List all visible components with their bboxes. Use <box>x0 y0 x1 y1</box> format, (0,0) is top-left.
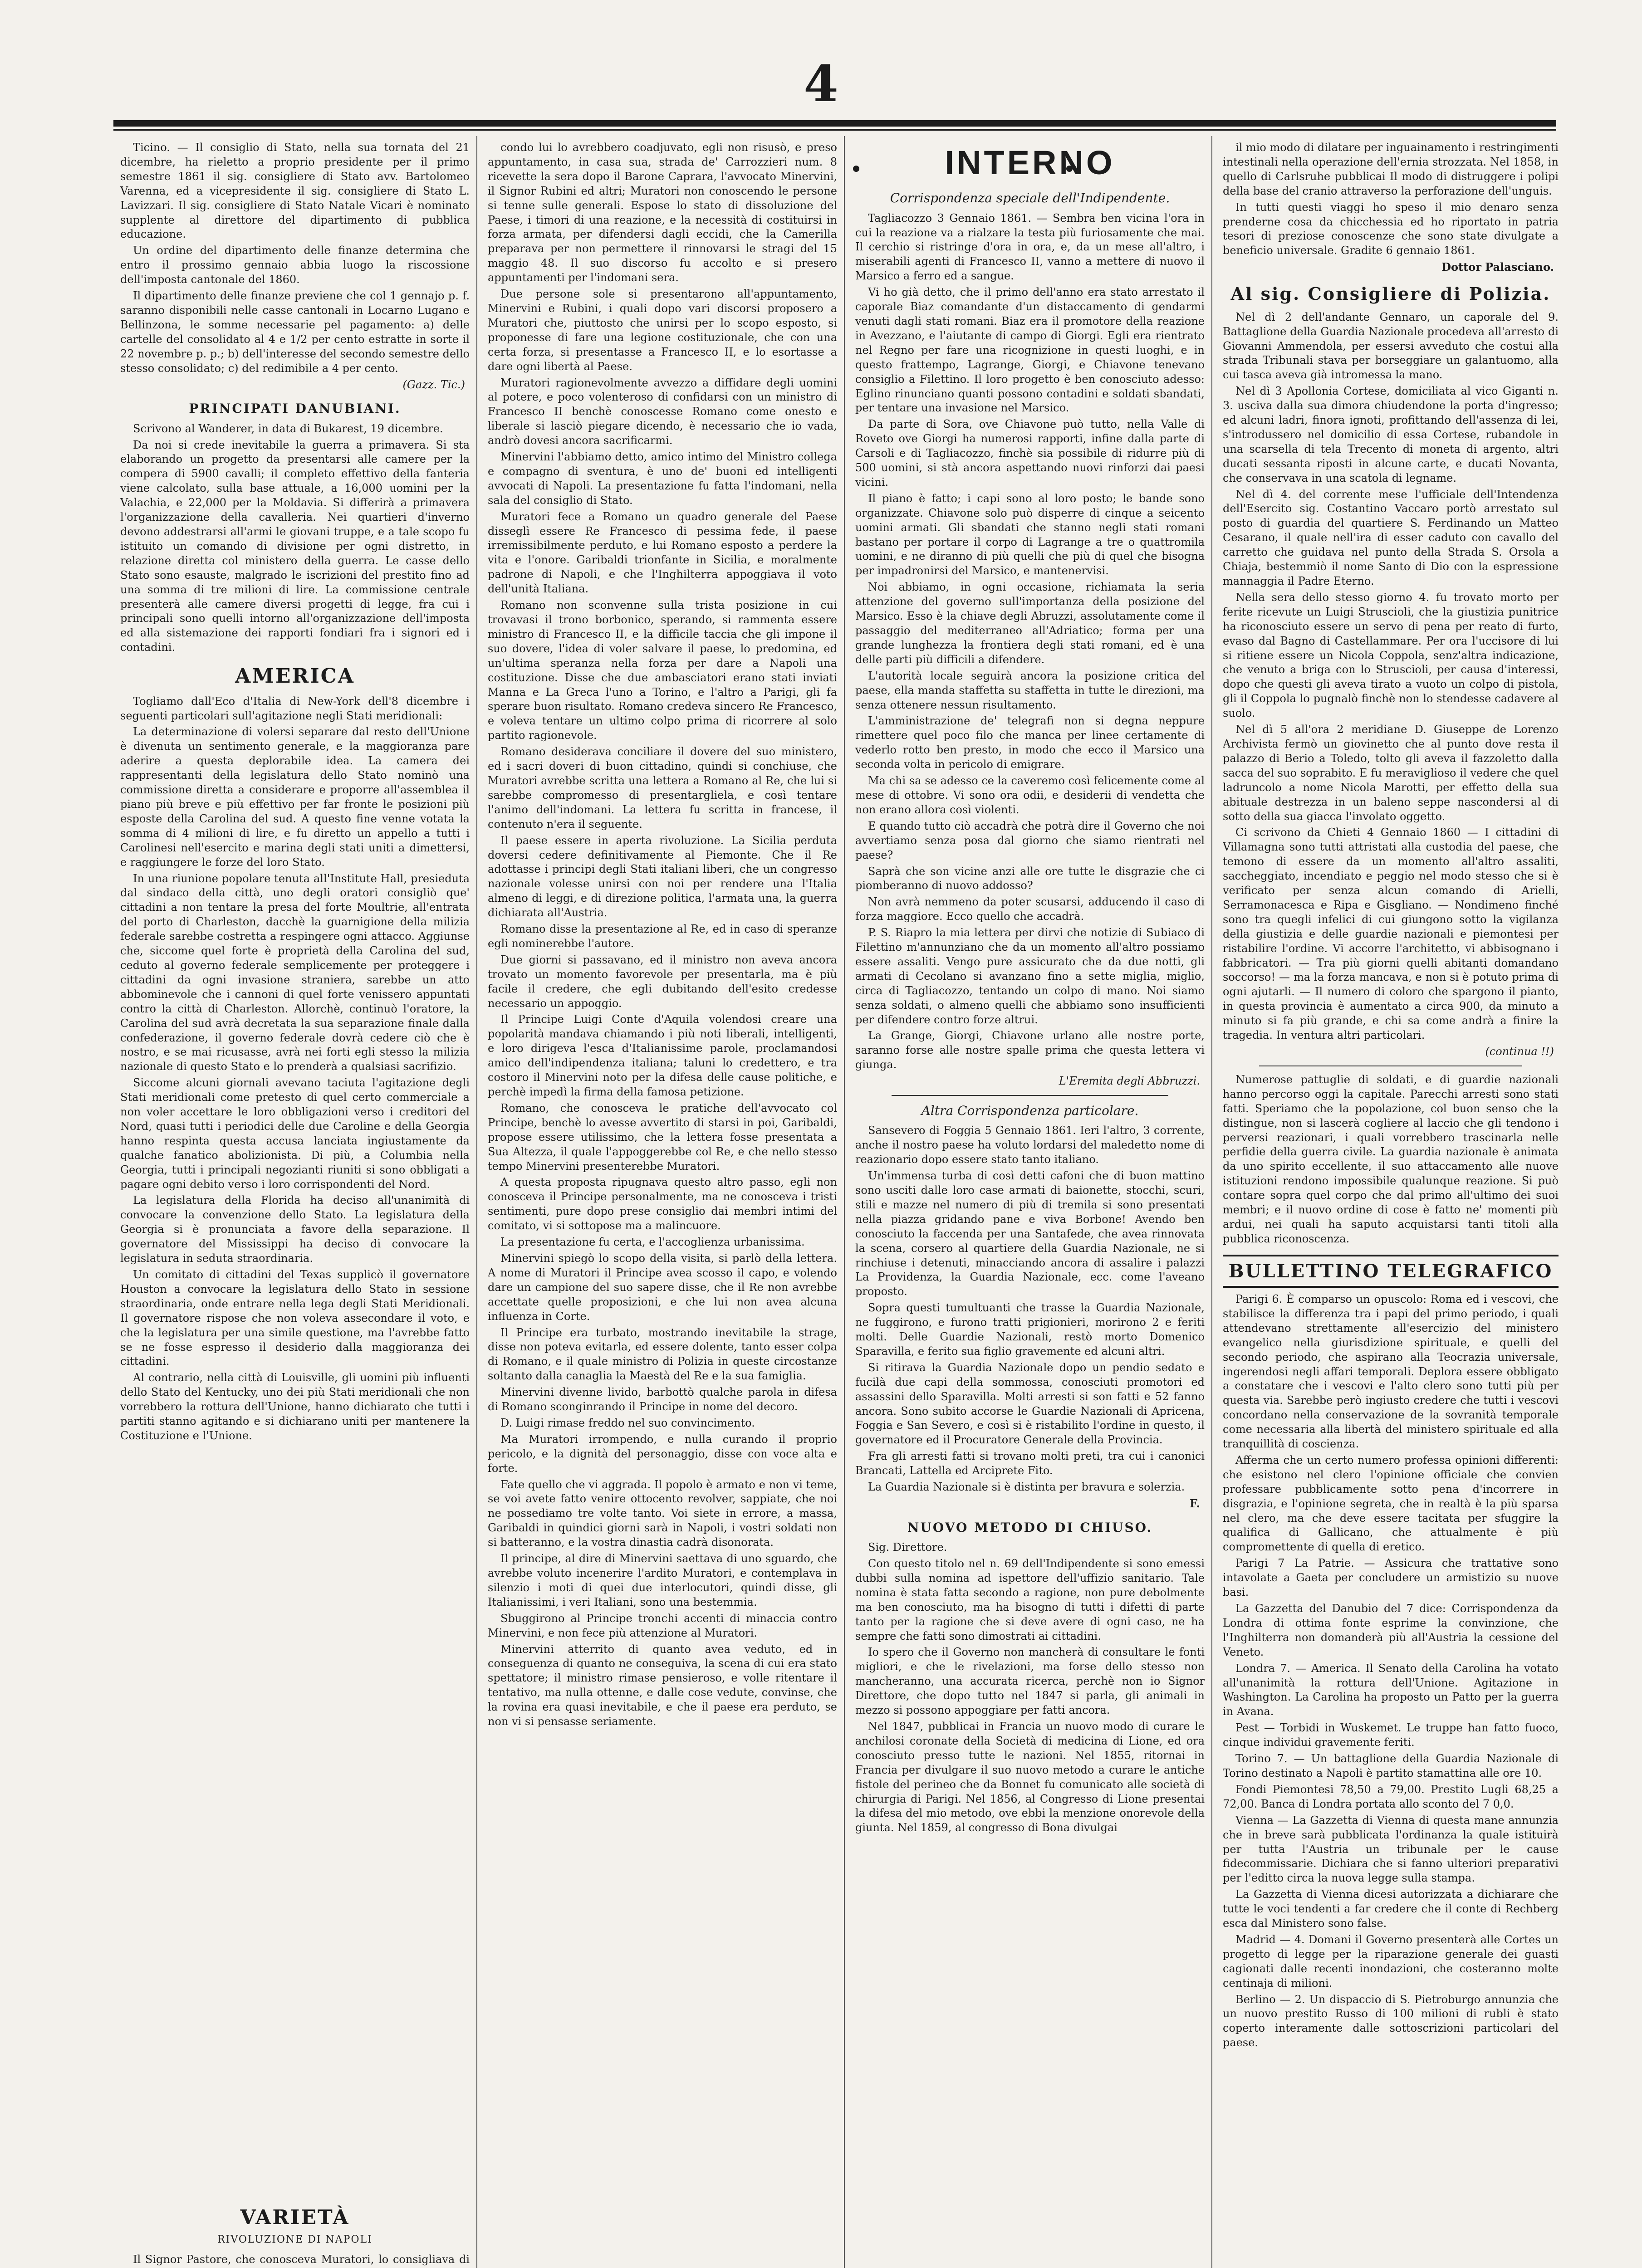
article-paragraph: Togliamo dall'Eco d'Italia di New-York dell'8 dicembre i seguenti particolari sull'agitazione negli Stati meridionali: <box>120 694 470 722</box>
section-subheading: Altra Corrispondenza particolare. <box>921 1103 1139 1119</box>
section-heading-polizia: Al sig. Consigliere di Polizia. <box>1230 284 1551 304</box>
section-subheading: RIVOLUZIONE DI NAPOLI <box>217 2234 373 2245</box>
article-paragraph: Ticino. — Il consiglio di Stato, nella sua tornata del 21 dicembre, ha rieletto a proprio presidente per il primo semestre 1861 il sig. consigliere di Stato avv. Bartolomeo Varenna, ed a vicepresidente il sig. consigliere di Stato L. Lavizzari. Il sig. consigliere di Stato Natale Vicari è nominato supplente al direttore del dipartimento di pubblica educazione. <box>120 141 470 241</box>
article-paragraph: Saprà che son vicine anzi alle ore tutte le disgrazie che ci piomberanno di nuovo addosso? <box>855 865 1205 892</box>
article-paragraph: In tutti questi viaggi ho speso il mio denaro senza prenderne cosa da chicchessia ed ho riportato in patria tesori di preziose conoscenze che sono state divulgate a beneficio universale. Gradite 6 gennaio 1861. <box>1223 200 1559 257</box>
article-paragraph: Romano desiderava conciliare il dovere del suo ministero, ed i sacri doveri di buon cittadino, quindi si conchiuse, che Muratori avrebbe scritta una lettera a Romano al Re, che lui si sarebbe compromesso di presentargliela, e così tentare l'animo dell'indomani. La lettera fu scritta in francese, il contenuto n'era il seguente. <box>488 745 837 831</box>
article-paragraph: La determinazione di volersi separare dal resto dell'Unione è divenuta un sentimento generale, e la maggioranza pare aderire a questa deplorabile idea. La camera dei rappresentanti della legislatura dello Stato nominò una commissione diretta a considerare e proporre all'assemblea il piano più breve e più effettivo per far fronte le posizioni più esposte della Carolina del sud. A questo fine venne votata la somma di 4 milioni di lire, e fu diretto un appello a tutti i Carolinesi nell'esercito e marina degli stati uniti a dimettersi, e raggiungere le forze del loro Stato. <box>120 725 470 869</box>
article-paragraph: Londra 7. — America. Il Senato della Carolina ha votato all'unanimità la rottura dell'Unione. Agitazione in Washington. La Carolina ha proposto un Patto per la guerra in Avana. <box>1223 1662 1559 1718</box>
article-paragraph: Ci scrivono da Chieti 4 Gennaio 1860 — I cittadini di Villamagna sono tutti attristati alla custodia del paese, che temono di essere da un momento all'altro assaliti, saccheggiato, incendiato e peggio nel modo stesso che si è verificato per senza alcun comando di Arielli, Serramonacesca e Ripa e Gisgliano. — Nondimeno finché sono tra quegli infelici di cui giungono sotto la vigilanza della giustizia e delle guardie nazionali e piemontesi per ristabilire l'ordine. Vi accorre l'architetto, vi abbisognano i fabbricatori. — Tra più giorni quelli abitanti domandano soccorso! — ma la forza mancava, e non si è potuto prima di ogni ajutarli. — Il numero di coloro che spargono il pianto, in questa provincia è aumentato a circa 900, da minuto a minuto si fa più grande, e chi sa come andrà a finire la tragedia. In ventura altri particolari. <box>1223 826 1559 1042</box>
article-paragraph: La Guardia Nazionale si è distinta per bravura e solerzia. <box>868 1481 1185 1494</box>
article-paragraph: Romano non sconvenne sulla trista posizione in cui trovavasi il trono borbonico, sperando, si rammenta essere ministro di Francesco II, e la difficile taccia che gli impone il suo dovere, l'idea di voler salvare il paese, lo predomina, ed un'ultima speranza nella forza per dare a Napoli una costituzione. Disse che due ambasciatori erano stati inviati Manna e La Greca l'uno a Torino, e l'altro a Parigi, gli fa sperare buon risultato. Romano credeva sincero Re Francesco, e voleva tentare un ultimo colpo prima di ricorrere al solo partito ragionevole. <box>488 599 837 742</box>
article-paragraph: Minervini divenne livido, barbottò qualche parola in difesa di Romano sconginrando il Principe in nome del decoro. <box>488 1386 837 1413</box>
section-subheading: Corrispondenza speciale dell'Indipendente. <box>890 191 1170 206</box>
article-paragraph: Il dipartimento delle finanze previene che col 1 gennajo p. f. saranno disponibili nelle casse cantonali in Locarno Lugano e Bellinzona, le somme necessarie pel pagamento: a) delle cartelle del consolidato al 4 e 1/2 per cento estratte in sorte il 22 novembre p. p.; b) dell'interesse del secondo semestre dello stesso consolidato; c) del redimibile a 4 per cento. <box>120 289 470 375</box>
article-paragraph: Ma chi sa se adesso ce la caveremo così felicemente come al mese di ottobre. Vi sono ora odii, e desiderii di vendetta che non erano allora così violenti. <box>855 774 1205 816</box>
article-paragraph: Il Principe era turbato, mostrando inevitabile la strage, disse non poteva evitarla, ed essere dolente, tanto esser colpa di Romano, e il quale ministro di Polizia in queste circostanze soltanto dalla canaglia la Maestà del Re e la sua famiglia. <box>488 1326 837 1383</box>
article-paragraph: La presentazione fu certa, e l'accoglienza urbanissima. <box>500 1236 805 1249</box>
article-paragraph: Parigi 6. È comparso un opuscolo: Roma ed i vescovi, che stabilisce la differenza tra i papi del primo periodo, i quali attendevano strettamente all'esercizio del ministero evangelico nella giurisdizione spirituale, e quelli del secondo periodo, che aspirano alla Teocrazia universale, ingerendosi negli affari temporali. Deplora essere obbligato a constatare che i vescovi e l'alto clero sono tutti più per questa via. Sarebbe però ingiusto credere che tutti i vescovi concordano nella conservazione de la sovranità temporale come necessaria alla libertà del ministero spirituale ed alla tranquillità di coscienza. <box>1223 1292 1559 1451</box>
column-divider <box>476 136 477 2268</box>
article-paragraph: Il Principe Luigi Conte d'Aquila volendosi creare una popolarità mandava chiamando i più noti liberali, intelligenti, e loro dirigeva l'esca d'Italianissime parole, proclamandosi amico dell'indipendenza italiana; taluni lo credettero, e tra costoro il Minervini noto per la difesa delle cause politiche, e perchè impedì la firma della famosa petizione. <box>488 1013 837 1098</box>
varieta-block <box>120 2204 470 2268</box>
article-paragraph: Due giorni si passavano, ed il ministro non aveva ancora trovato un momento favorevole per presentarla, ma è più facile il credere, che egli dubitando dell'esito credesse necessario un appoggio. <box>488 953 837 1010</box>
article-paragraph: Berlino — 2. Un dispaccio di S. Pietroburgo annunzia che un nuovo prestito Russo di 100 milioni di rubli è stato coperto interamente dalle sottoscrizioni particolari del paese. <box>1223 1993 1559 2049</box>
article-paragraph: Madrid — 4. Domani il Governo presenterà alle Cortes un progetto di legge per la riparazione generale dei guasti cagionati dalle recenti inondazioni, che costeranno molte centinaja di milioni. <box>1223 1933 1559 1989</box>
article-paragraph: Io spero che il Governo non mancherà di consultare le fonti migliori, e che le rivelazioni, ma forse dello stesso non mancheranno, una accurata ricerca, perchè non io Signor Direttore, che dopo tutto nel 1847 si parla, gli animali in mezzo si possono appoggiare per fatti ancora. <box>855 1646 1205 1717</box>
article-paragraph: La Grange, Giorgi, Chiavone urlano alle nostre porte, saranno forse alle nostre spalle prima che questa lettera vi giunga. <box>855 1029 1205 1071</box>
article-paragraph: Un ordine del dipartimento delle finanze determina che entro il prossimo gennaio abbia luogo la riscossione dell'imposta cantonale del 1860. <box>120 244 470 286</box>
article-paragraph: Il piano è fatto; i capi sono al loro posto; le bande sono organizzate. Chiavone solo può disperre di cinque a seicento uomini armati. Gli sbandati che stanno negli stati romani bastano per portare il corpo di Lagrange a tre o quattromila uomini, e ne diranno di più quelli che più di quel che bisogna per impadronirsi del Marsico, e mantenervisi. <box>855 492 1205 577</box>
author-signature: L'Eremita degli Abbruzzi. <box>1059 1075 1200 1088</box>
author-signature: F. <box>1190 1497 1200 1510</box>
article-paragraph: Torino 7. — Un battaglione della Guardia Nazionale di Torino destinato a Napoli è partito stamattina alle ore 10. <box>1223 1752 1559 1779</box>
section-divider <box>892 1095 1168 1096</box>
article-paragraph: Sopra questi tumultuanti che trasse la Guardia Nazionale, ne fuggirono, e furono tratti prigionieri, morirono 2 e feriti molti. Delle Guardie Nazionali, restò morto Domenico Sparavilla, e ferito sua figlio gravemente ed alcuni altri. <box>855 1301 1205 1358</box>
section-heading-interno: INTERNO <box>945 144 1115 181</box>
article-paragraph: il mio modo di dilatare per inguainamento i restringimenti intestinali nella operazione dell'ernia strozzata. Nel 1858, in quello di Carlsruhe pubblicai Il modo di distruggere i polipi della base del cranio attraverso la perforazione dell'unguis. <box>1223 141 1559 197</box>
article-paragraph: Siccome alcuni giornali avevano taciuta l'agitazione degli Stati meridionali come pretesto di quel certo commerciale a non voler accettare le loro obbligazioni verso i creditori del Nord, quasi tutti i periodici delle due Caroline e della Georgia hanno respinta questa accusa lanciata ingiustamente da qualche fanatico abolizionista. Di più, a Columbia nella Georgia, tutti i principali negozianti riuniti si sono obbligati a pagare ogni debito verso i loro corrispondenti del Nord. <box>120 1076 470 1191</box>
section-heading-bullettino: BULLETTINO TELEGRAFICO <box>1223 1255 1559 1288</box>
column-2 <box>488 141 837 2268</box>
article-paragraph: Il paese essere in aperta rivoluzione. La Sicilia perduta doversi cedere definitivamente al Piemonte. Che il Re adottasse i principi degli Stati italiani liberi, che un congresso nazionale volesse unirsi con noi per rendere una l'Italia almeno di leggi, e di direzione politica, l'armata una, la guerra dichiarata all'Austria. <box>488 834 837 919</box>
article-paragraph: A questa proposta ripugnava questo altro passo, egli non conosceva il Principe personalmente, ma ne conosceva i tristi sentimenti, pure dopo prese consiglio dai membri intimi del comitato, vi si sottopose ma a malincuore. <box>488 1176 837 1232</box>
article-paragraph: Romano disse la presentazione al Re, ed in caso di speranze egli nominerebbe l'autore. <box>488 923 837 950</box>
column-divider <box>1211 136 1212 2268</box>
article-paragraph: Nel dì 3 Apollonia Cortese, domiciliata al vico Giganti n. 3. usciva dalla sua dimora chiudendone la porta d'ingresso; ed alcuni ladri, finora ignoti, profittando dell'assenza di lei, s'introdussero nel domicilio di essa Cortese, rubandole in una scarsella di tela Trecento di moneta di argento, altri ducati sessanta riposti in alcune carte, e ducati Novanta, che conservava in una scatola di legname. <box>1223 385 1559 484</box>
article-paragraph: Da noi si crede inevitabile la guerra a primavera. Si sta elaborando un progetto da presentarsi alle camere per la compera di 5900 cavalli; il completo effettivo della fanteria viene calcolato, sulla base attuale, a 16,000 uomini per la Valachia, e 22,000 per la Moldavia. Si differirà a primavera l'organizzazione della cavalleria. Nei quartieri d'inverno devono addestrarsi all'armi le giovani truppe, e a tale scopo fu istituito un comando di divisione per ogni distretto, in relazione diretta col ministero della guerra. Le casse dello Stato sono esauste, malgrado le iscrizioni del prestito fino ad una somma di tre milioni di lire. La commissione centrale presenterà alle camere diversi progetti di legge, fra cui i principali sono quelli intorno all'organizzazione dell'imposta ed alla sistemazione dei rapporti fondiari fra i signori ed i contadini. <box>120 438 470 654</box>
article-paragraph: Pest — Torbidi in Wuskemet. Le truppe han fatto fuoco, cinque individui gravemente feriti. <box>1223 1721 1559 1749</box>
article-paragraph: La Gazzetta di Vienna dicesi autorizzata a dichiarare che tutte le voci tendenti a far credere che il conte di Rechberg esca dal Ministero sono false. <box>1223 1888 1559 1930</box>
article-paragraph: Afferma che un certo numero professa opinioni differenti: che esistono nel clero l'opinione officiale che convien professare pubblicamente sotto pena d'incorrere in disgrazia, e l'opinione segreta, che in realtà è la più sparsa nel clero, ma che deve essere tacitata per sfuggire la qualifica di Gallicano, che attualmente è più compromettente di quella di eretico. <box>1223 1453 1559 1554</box>
column-3 <box>855 141 1205 2268</box>
article-paragraph: Nella sera dello stesso giorno 4. fu trovato morto per ferite ricevute un Luigi Struscioli, che la giustizia punitrice ha riconosciuto essere un servo di pena per reato di furto, evaso dal Bagno di Castellammare. Per ora l'uccisore di lui si ritiene essere un Nicola Coppola, senz'altra indicazione, che venuto a briga con lo Struscioli, per causa d'interessi, dopo che questi gli aveva tirato a vuoto un colpo di pistola, gli il Coppola lo pugnalò finchè non lo stendesse cadavere al suolo. <box>1223 591 1559 720</box>
source-signature: (Gazz. Tic.) <box>402 378 465 391</box>
article-paragraph: Scrivono al Wanderer, in data di Bukarest, 19 dicembre. <box>133 422 443 435</box>
article-paragraph: Vienna — La Gazzetta di Vienna di questa mane annunzia che in breve sarà pubblicata l'ordinanza la quale istituirà per tutta l'Austria un tribunale per le cause fidecommissarie. Dichiara che si fanno ulteriori preparativi per l'editto circa la nuova legge sulla stampa. <box>1223 1813 1559 1885</box>
article-paragraph: Nel dì 2 dell'andante Gennaro, un caporale del 9. Battaglione della Guardia Nazionale procedeva all'arresto di Giovanni Ammendola, per essersi avveduto che costui alla strada Tribunali stava per borseggiare un galantuomo, alla cui tasca aveva già intromessa la mano. <box>1223 310 1559 381</box>
article-paragraph: Vi ho già detto, che il primo dell'anno era stato arrestato il caporale Biaz comandante d'un distaccamento di gendarmi venuti dagli stati romani. Biaz era il promotore della reazione in Avezzano, e l'aiutante di campo di Giorgi. Egli era rientrato nel Regno per fare una ricognizione in questi luoghi, e in questo frattempo, Lagrange, Giorgi, e Chiavone tenevano consiglio a Filettino. Il loro progetto è ben conosciuto adesso: Eglino rinunciano quanti possono contadini e soldati sbandati, per tentare una invasione nel Marsico. <box>855 286 1205 415</box>
article-paragraph: Ma Muratori irrompendo, e nulla curando il proprio pericolo, e la dignità del personaggio, disse con voce alta e forte. <box>488 1432 837 1475</box>
article-paragraph: Tagliacozzo 3 Gennaio 1861. — Sembra ben vicina l'ora in cui la reazione va a rialzare la testa più furiosamente che mai. Il cerchio si ristringe d'ora in ora, e, da un mese all'altro, i miserabili agenti di Francesco II, vanno a mettere di nuovo il Marsico a ferro ed a sangue. <box>855 211 1205 283</box>
column-divider <box>844 136 845 2268</box>
article-paragraph: Fate quello che vi aggrada. Il popolo è armato e non vi teme, se voi avete fatto venire ottocento revolver, sappiate, che noi ne possediamo tre volte tanto. Voi siete in errore, a massa, Garibaldi in quindici giorni sarà in Napoli, i vostri soldati non si batteranno, e la vostra dinastia cadrà disonorata. <box>488 1478 837 1549</box>
article-paragraph: Con questo titolo nel n. 69 dell'Indipendente si sono emessi dubbi sulla nomina ad ispettore dell'uffizio sanitario. Tale nomina è stata fatta secondo a ragione, non pure debolmente ma ben conosciuto, ma ha bisogno di tutti i difetti di parte tanto per la ragione che si deve avere di ogni caso, ne ha sempre che fatti sono dimostrati ai cittadini. <box>855 1557 1205 1642</box>
article-paragraph: Sig. Direttore. <box>868 1541 947 1554</box>
column-4 <box>1223 141 1559 2268</box>
article-paragraph: D. Luigi rimase freddo nel suo convincimento. <box>500 1416 755 1429</box>
article-paragraph: Non avrà nemmeno da poter scusarsi, adducendo il caso di forza maggiore. Ecco quello che accadrà. <box>855 895 1205 923</box>
article-paragraph: Minervini spiegò lo scopo della visita, si parlò della lettera. A nome di Muratori il Principe avea scosso il capo, e volendo dare un campione del suo sapere disse, che il Re non avrebbe accettate quelle proposizioni, e che lui non avea alcuna influenza in Corte. <box>488 1251 837 1323</box>
article-paragraph: Sansevero di Foggia 5 Gennaio 1861. Ieri l'altro, 3 corrente, anche il nostro paese ha voluto lordarsi del maledetto nome di reazionario dopo essere stato tanto italiano. <box>855 1124 1205 1166</box>
article-paragraph: Romano, che conosceva le pratiche dell'avvocato col Principe, benchè lo avesse avvertito di starsi in poi, Garibaldi, propose essere utilissimo, che la lettera fosse presentata a Sua Altezza, il quale l'appoggerebbe col Re, e che nello stesso tempo Minervini presenterebbe Muratori. <box>488 1101 837 1173</box>
article-paragraph: Il principe, al dire di Minervini saettava di uno sguardo, che avrebbe voluto incenerire l'ardito Muratori, e contemplava in silenzio i moti di quei due interlocutori, quindi disse, gli Italianissimi, i veri Italiani, sono una bestemmia. <box>488 1552 837 1608</box>
article-paragraph: Muratori ragionevolmente avvezzo a diffidare degli uomini al potere, e poco volenteroso di confidarsi con un ministro di Francesco II benchè conoscesse Romano come onesto e liberale si lasciò piegare dicendo, è necessario che io vada, andrò dovesi ancora sacrificarmi. <box>488 376 837 447</box>
continua-note: (continua !!) <box>1485 1045 1554 1058</box>
article-paragraph: Noi abbiamo, in ogni occasione, richiamata la seria attenzione del governo sull'importanza della posizione del Marsico. Esso è la chiave degli Abruzzi, assolutamente come il passaggio del mediterraneo all'Adriatico; forma per una grande lunghezza la frontiera degli stati romani, ed è una delle parti più difficili a difendere. <box>855 581 1205 666</box>
article-paragraph: Al contrario, nella città di Louisville, gli uomini più influenti dello Stato del Kentucky, uno dei più Stati meridionali che non vorrebbero la rottura dell'Unione, hanno dichiarato che tutti i partiti stanno agitando e si dichiarano uniti per mantenere la Costituzione e l'Unione. <box>120 1371 470 1442</box>
column-1 <box>120 141 470 2268</box>
article-paragraph: Il Signor Pastore, che conosceva Muratori, lo consigliava di <box>133 2253 470 2266</box>
article-paragraph: La Gazzetta del Danubio del 7 dice: Corrispondenza da Londra di ottima fonte esprime la convinzione, che l'Inghilterra non domanderà più all'Austria la cessione del Veneto. <box>1223 1602 1559 1658</box>
article-paragraph: Nel dì 4. del corrente mese l'ufficiale dell'Intendenza dell'Esercito sig. Costantino Vaccaro portò arrestato sul posto di guardia del quartiere S. Ferdinando un Matteo Cesarano, il quale nell'ira di esser caduto con cavallo del carretto che guidava nel punto della Strada S. Orsola a Chiaja, bestemmiò il nome Santo di Dio con la espressione mannaggia il Padre Eterno. <box>1223 488 1559 587</box>
article-paragraph: Da parte di Sora, ove Chiavone può tutto, nella Valle di Roveto ove Giorgi ha numerosi rapporti, infine dalla parte di Carsoli e di Tagliacozzo, finchè sia possibile di ridurre più di 500 uomini, si stà ancora aspettando nuovi rinforzi dai paesi vicini. <box>855 418 1205 489</box>
article-paragraph: L'autorità locale seguirà ancora la posizione critica del paese, ella manda staffetta su staffetta in tutte le direzioni, ma senza ottenere nessun risultamento. <box>855 669 1205 711</box>
section-heading-varieta: VARIETÀ <box>240 2206 350 2229</box>
article-paragraph: E quando tutto ciò accadrà che potrà dire il Governo che noi avvertiamo senza posa dal giorno che siamo rientrati nel paese? <box>855 819 1205 861</box>
article-paragraph: Nel dì 5 all'ora 2 meridiane D. Giuseppe de Lorenzo Archivista fermò un giovinetto che al punto dove resta il palazzo di Berio a Toledo, tolto gli aveva il fazzoletto dalla sacca del suo soprabito. E fu meraviglioso il vedere che quel ladruncolo a nome Nicola Marotti, per effetto della sua abituale destrezza in un baleno seppe nascondersi al di sotto della sua giacca l'involato oggetto. <box>1223 723 1559 823</box>
article-paragraph: In una riunione popolare tenuta all'Institute Hall, presieduta dal sindaco della città, uno degli oratori consigliò que' cittadini a non tentare la presa del forte Moultrie, all'entrata del porto di Charleston, dacchè la guarnigione della milizia federale sarebbe costretta a respingere ogni attacco. Aggiunse che, siccome quel forte è proprietà della Carolina del sud, ceduto al governo federale semplicemente per proteggere i cittadini da ogni invasione straniera, sarebbe un atto abbominevole che i cannoni di quel forte venissero appuntati contro la città di Charleston. Allorchè, continuò l'oratore, la Carolina del sud avrà decretata la sua separazione finale dalla confederazione, il governo federale dovrà cedere ciò che è nostro, e se mai ricusasse, avrà nei forti egli stesso la milizia nazionale di questo Stato e lo prenderà a qualsiasi sacrifizio. <box>120 872 470 1073</box>
article-paragraph: condo lui lo avrebbero coadjuvato, egli non risusò, e preso appuntamento, in casa sua, strada de' Carrozzieri num. 8 ricevette la sera dopo il Barone Caprara, l'avvocato Minervini, il Signor Rubini ed altri; Muratori non conoscendo le persone si tenne sulle generali. Espose lo stato di dissoluzione del Paese, i timori di una reazione, e la necessità di costituirsi in forza armata, per difendersi dagli eccidi, che la Camerilla preparava per non permettere il rinnovarsi le stragi del 15 maggio 48. Il suo discorso fu accolto e si presero appuntamenti per l'indomani sera. <box>488 141 837 284</box>
author-signature: Dottor Palasciano. <box>1441 260 1554 274</box>
article-paragraph: L'amministrazione de' telegrafi non si degna neppure rimettere quel poco filo che manca per linee certamente di vederlo rotto ben presto, in modo che ecco il Marsico una seconda volta in pericolo di emigrare. <box>855 714 1205 771</box>
section-heading-principati: PRINCIPATI DANUBIANI. <box>189 401 401 416</box>
article-paragraph: Fra gli arresti fatti si trovano molti preti, tra cui i canonici Brancati, Lattella ed Arciprete Fito. <box>855 1450 1205 1477</box>
article-paragraph: Un'immensa turba di così detti cafoni che di buon mattino sono usciti dalle loro case armati di baionette, stocchi, scuri, stili e mazze nel numero di più di tremila si sono presentati nella piazza gridando pane e viva Borbone! Avendo ben conosciuto la faccenda per una Santafede, che avea rinnovata la scena, corsero al quartiere della Guardia Nazionale, ne si rinchiuse i detenuti, minacciando ancora di assalire i palazzi La Providenza, la Guardia Nazionale, ecc. come l'aveano proposto. <box>855 1169 1205 1298</box>
header-rule <box>113 120 1556 127</box>
article-paragraph: Minervini atterrito di quanto avea veduto, ed in conseguenza di quanto ne conseguiva, la scena di cui era stato spettatore; il ministro rimase pensieroso, e volle ritentare il tentativo, ma nulla ottenne, e dalle cose vedute, convinse, che la rovina era quasi inevitabile, e che il paese era perduto, se non vi si pensasse seriamente. <box>488 1642 837 1728</box>
header-rule-thin <box>113 129 1556 131</box>
article-paragraph: Minervini l'abbiamo detto, amico intimo del Ministro collega e compagno di sventura, è uno de' buoni ed intelligenti avvocati di Napoli. La presentazione fu fatta l'indomani, nella sala del consiglio di Stato. <box>488 450 837 507</box>
article-paragraph: Fondi Piemontesi 78,50 a 79,00. Prestito Lugli 68,25 a 72,00. Banca di Londra portata allo sconto del 7 0,0. <box>1223 1783 1559 1810</box>
article-paragraph: Un comitato di cittadini del Texas supplicò il governatore Houston a convocare la legislatura dello Stato in sessione straordinaria, onde entrare nella lega degli Stati Meridionali. Il governatore rispose che non voleva assecondare il voto, e che la legislatura per una simile questione, ma l'avrebbe fatto se ne fosse espresso il desiderio dalla maggioranza dei cittadini. <box>120 1268 470 1368</box>
article-paragraph: La legislatura della Florida ha deciso all'unanimità di convocare la convenzione dello Stato. La legislatura della Georgia si è pronunciata a favore della separazione. Il governatore del Mississippi ha deciso di convocare la legislatura in seduta straordinaria. <box>120 1194 470 1265</box>
article-paragraph: Due persone sole si presentarono all'appuntamento, Minervini e Rubini, i quali dopo vari discorsi proposero a Muratori che, piuttosto che unirsi per lo scopo esposto, si proponesse di fare una legione costituzionale, che con una certa forza, si presentasse a Francesco II, e lo esortasse a dare ogni libertà al Paese. <box>488 288 837 373</box>
article-paragraph: Si ritirava la Guardia Nazionale dopo un pendio sedato e fucilà due capi della sommossa, conosciuti promotori ed assassini dello Sparavilla. Molti arresti si son fatti e 52 fanno ancora. Sono subito accorse le Guardie Nazionali di Apricena, Foggia e San Severo, e così si è ristabilito l'ordine in questo, il governatore ed il Procuratore Generale della Provincia. <box>855 1361 1205 1447</box>
article-paragraph: Muratori fece a Romano un quadro generale del Paese disseglì essere Re Francesco di pessima fede, il paese irremissibilmente perduto, e lui Romano esposto a perdere la vita e l'onore. Garibaldi trionfante in Sicilia, e moralmente padrone di Napoli, e che l'Inghilterra appoggiava il voto dell'unità Italiana. <box>488 510 837 596</box>
article-paragraph: Nel 1847, pubblicai in Francia un nuovo modo di curare le anchilosi coronate della Società di medicina di Lione, ed ora conosciuto presso tutte le nazioni. Nel 1855, ritornai in Francia per divulgare il suo nuovo metodo a curare le antiche fistole del perineo che da Bonnet fu comunicato alle società di chirurgia di Parigi. Nel 1856, al Congresso di Lione presentai la difesa del mio metodo, ove ebbi la menzione onorevole della giunta. Nel 1859, al congresso di Bona divulgai <box>855 1720 1205 1834</box>
page-number: 4 <box>804 54 838 113</box>
article-paragraph: P. S. Riapro la mia lettera per dirvi che notizie di Subiaco di Filettino m'annunziano che da un momento all'altro possiamo essere assaliti. Vengo pure assicurato che da due notti, gli armati di Cecolano si avanzano fino a sette miglia, miglio, circa di Tagliacozzo, tentando un colpo di mano. Noi siamo senza soldati, o almeno quelli che abbiamo sono insufficienti per difendere contro forze altrui. <box>855 926 1205 1026</box>
article-paragraph: Sbuggirono al Principe tronchi accenti di minaccia contro Minervini, e non fece più attenzione al Muratori. <box>488 1612 837 1639</box>
article-paragraph: Numerose pattuglie di soldati, e di guardie nazionali hanno percorso oggi la capitale. Parecchi arresti sono stati fatti. Speriamo che la popolazione, col buon senso che la distingue, non si lascerà cogliere al laccio che gli tendono i perversi reazionari, i quali vorrebbero trascinarla nelle perfidie della guerra civile. La guardia nazionale è animata da uno spirito eccellente, il suo attaccamento alle nuove istituzioni rendono impossibile qualunque reazione. Si può contare sopra quel corpo che dal primo all'ultimo dei suoi membri; e il nuovo ordine di cose è fatto ne' momenti più ardui, nei quali ha saputo acquistarsi tanti titoli alla pubblica riconoscenza. <box>1223 1073 1559 1245</box>
section-heading-america: AMERICA <box>235 665 355 688</box>
article-paragraph: Parigi 7 La Patrie. — Assicura che trattative sono intavolate a Gaeta per concludere un armistizio su nuove basi. <box>1223 1557 1559 1599</box>
section-heading-metodo: NUOVO METODO DI CHIUSO. <box>907 1520 1153 1535</box>
